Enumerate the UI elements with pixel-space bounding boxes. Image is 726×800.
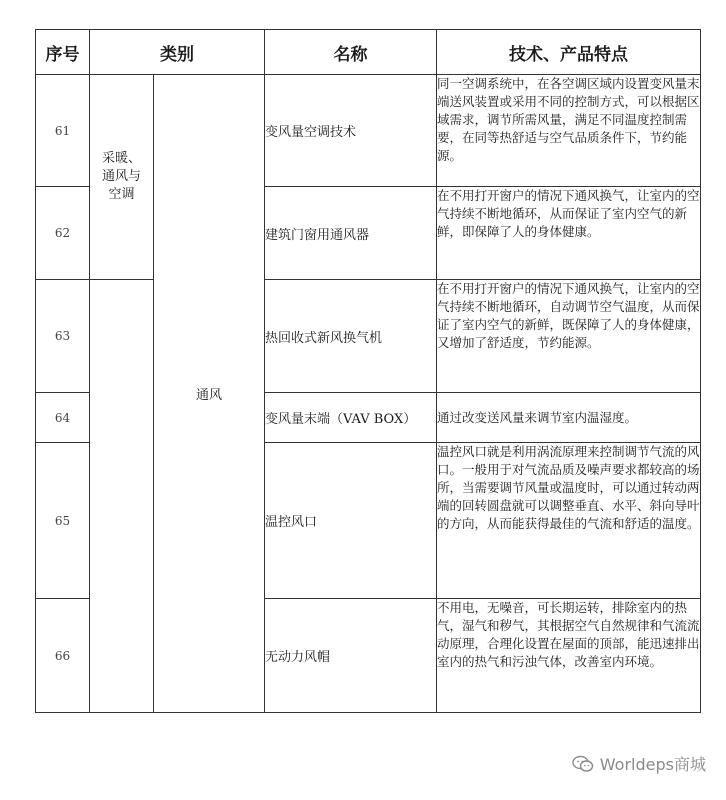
- row-number: 61: [36, 75, 90, 187]
- spec-table: [35, 29, 701, 713]
- header-no: 序号: [36, 30, 90, 75]
- watermark-text: Worldeps商城: [599, 755, 706, 774]
- product-description: 不用电，无噪音，可长期运转，排除室内的热气，湿气和秽气，其根据空气自然规律和气流流动原理，合理化设置在屋面的顶部，能迅速排出室内的热气和污浊气体，改善室内环境。: [437, 599, 701, 713]
- header-features: 技术、产品特点: [437, 30, 701, 75]
- wechat-icon: [572, 755, 594, 773]
- product-description: 在不用打开窗户的情况下通风换气，让室内的空气持续不断地循环，自动调节空气温度，从而保证了室内空气的新鲜，既保障了人的身体健康，又增加了舒适度，节约能源。: [437, 280, 701, 393]
- category-main-empty: [90, 280, 154, 713]
- row-number: 66: [36, 599, 90, 713]
- table-header-row: [36, 30, 701, 75]
- header-category: 类别: [90, 30, 265, 75]
- product-name: 无动力风帽: [265, 599, 437, 713]
- product-description: 通过改变送风量来调节室内温湿度。: [437, 393, 701, 443]
- product-name: 热回收式新风换气机: [265, 280, 437, 393]
- product-description: 在不用打开窗户的情况下通风换气，让室内的空气持续不断地循环，从而保证了室内空气的新鲜，即保障了人的身体健康。: [437, 187, 701, 280]
- product-description: 同一空调系统中，在各空调区域内设置变风量末端送风装置或采用不同的控制方式，可以根据区域需求，调节所需风量，满足不同温度控制需要，在同等热舒适与空气品质条件下，节约能源。: [437, 75, 701, 187]
- product-name: 温控风口: [265, 443, 437, 599]
- product-name: 变风量末端（VAV BOX）: [265, 393, 437, 443]
- row-number: 63: [36, 280, 90, 393]
- header-name: 名称: [265, 30, 437, 75]
- category-sub: 通风: [154, 75, 265, 713]
- row-number: 62: [36, 187, 90, 280]
- table-row: [36, 280, 701, 393]
- category-main-label: 采暖、 通风与 空调: [101, 151, 141, 202]
- table-row: [36, 75, 701, 187]
- row-number: 64: [36, 393, 90, 443]
- watermark: [572, 752, 706, 775]
- product-description: 温控风口就是利用涡流原理来控制调节气流的风口。一般用于对气流品质及噪声要求都较高的场所，当需要调节风量或温度时，可以通过转动两端的回转圆盘就可以调整垂直、水平、斜向导叶的方向，从而能获得最佳的气流和舒适的温度。: [437, 443, 701, 599]
- row-number: 65: [36, 443, 90, 599]
- category-main: [90, 75, 154, 280]
- product-name: 变风量空调技术: [265, 75, 437, 187]
- product-name: 建筑门窗用通风器: [265, 187, 437, 280]
